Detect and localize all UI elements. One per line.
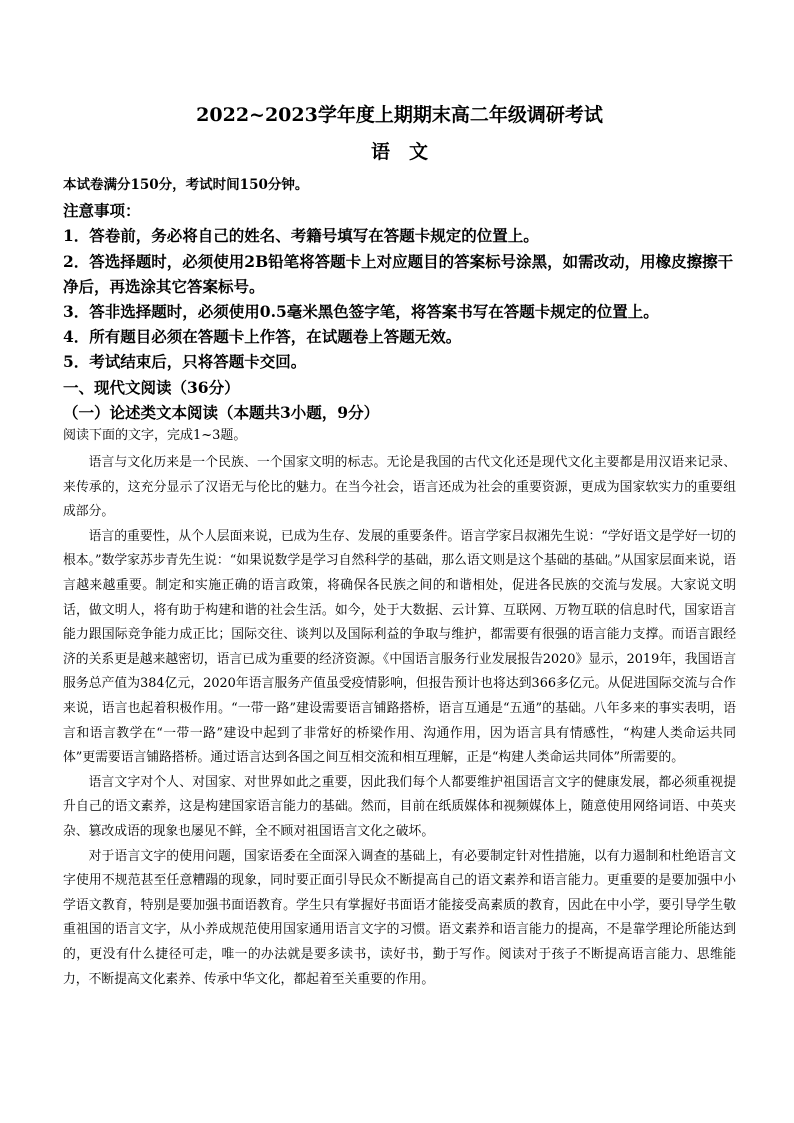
notice-item-5: 5．考试结束后，只将答题卡交回。 <box>63 352 307 372</box>
exam-title: 2022~2023学年度上期期末高二年级调研考试 <box>196 104 603 126</box>
reading-instruction: 阅读下面的文字，完成1~3题。 <box>63 428 247 444</box>
subject-title: 语 文 <box>370 141 428 163</box>
subsection-heading: （一）论述类文本阅读（本题共3小题，9分） <box>63 402 380 422</box>
notice-item-1: 1．答卷前，务必将自己的姓名、考籍号填写在答题卡规定的位置上。 <box>63 226 539 246</box>
passage-paragraph-2: 语言的重要性，从个人层面来说，已成为生存、发展的重要条件。语言学家吕叔湘先生说：“学好语文是学好一切的根本。”数学家苏步青先生说：“如果说数学是学习自然科学的基础，那么语文则是这个基础的基础。”从国家层面来说，语言越来越重要。制定和实施正确的语言政策，将确保各民族之间的和谐相处，促进各民族的交流与发展。大家说文明话，做文明人，将有助于构建和谐的社会生活。如今，处于大数据、云计算、互联网、万物互联的信息时代，国家语言能力跟国际竞争能力成正比；国际交往、谈判以及国际利益的争取与维护，都需要有很强的语言能力支撑。而语言跟经济的关系更是越来越密切，语言已成为重要的经济资源。《中国语言服务行业发展报告2020》显示，2019年，我国语言服务总产值为384亿元，2020年语言服务产值虽受疫情影响，但报告预计也将达到366多亿元。从促进国际交流与合作来说，语言也起着积极作用。“一带一路”建设需要语言铺路搭桥，语言互通是“五通”的基础。八年多来的事实表明，语言和语言教学在“一带一路”建设中起到了非常好的桥梁作用、沟通作用，因为语言具有情感性，“构建人类命运共同体”更需要语言铺路搭桥。通过语言达到各国之间互相交流和相互理解，正是“构建人类命运共同体”所需要的。 <box>63 528 736 766</box>
passage-paragraph-3: 语言文字对个人、对国家、对世界如此之重要，因此我们每个人都要维护祖国语言文字的健康发展，都必须重视提升自己的语文素养，这是构建国家语言能力的基础。然而，目前在纸质媒体和视频媒体上，随意使用网络词语、中英夹杂、篡改成语的现象也屡见不鲜，全不顾对祖国语言文化之破坏。 <box>63 774 736 839</box>
section-heading: 一、现代文阅读（36分） <box>63 377 240 397</box>
passage-paragraph-1: 语言与文化历来是一个民族、一个国家文明的标志。无论是我国的古代文化还是现代文化主要都是用汉语来记录、来传承的，这充分显示了汉语无与伦比的魅力。在当今社会，语言还成为社会的重要资源，更成为国家软实力的重要组成部分。 <box>63 455 736 520</box>
notice-item-2: 2．答选择题时，必须使用2B铅笔将答题卡上对应题目的答案标号涂黑，如需改动，用橡皮擦擦干净后，再选涂其它答案标号。 <box>63 251 734 296</box>
notice-item-3: 3．答非选择题时，必须使用0.5毫米黑色签字笔，将答案书写在答题卡规定的位置上。 <box>63 302 659 322</box>
exam-info: 本试卷满分150分，考试时间150分钟。 <box>63 177 309 193</box>
notice-heading: 注意事项： <box>63 201 141 221</box>
notice-item-4: 4．所有题目必须在答题卡上作答，在试题卷上答题无效。 <box>63 327 462 347</box>
passage-paragraph-4: 对于语言文字的使用问题，国家语委在全面深入调查的基础上，有必要制定针对性措施，以有力遏制和杜绝语言文字使用不规范甚至任意糟蹋的现象，同时要正面引导民众不断提高自己的语文素养和语言能力。更重要的是要加强中小学语文教育，特别是要加强书面语教育。学生只有掌握好书面语才能接受高素质的教育，因此在中小学，要引导学生敬重祖国的语言文字，从小养成规范使用国家通用语言文字的习惯。语文素养和语言能力的提高，不是靠学理论所能达到的，更没有什么捷径可走，唯一的办法就是要多读书，读好书，勤于写作。阅读对于孩子不断提高语言能力、思维能力，不断提高文化素养、传承中华文化，都起着至关重要的作用。 <box>63 848 736 987</box>
